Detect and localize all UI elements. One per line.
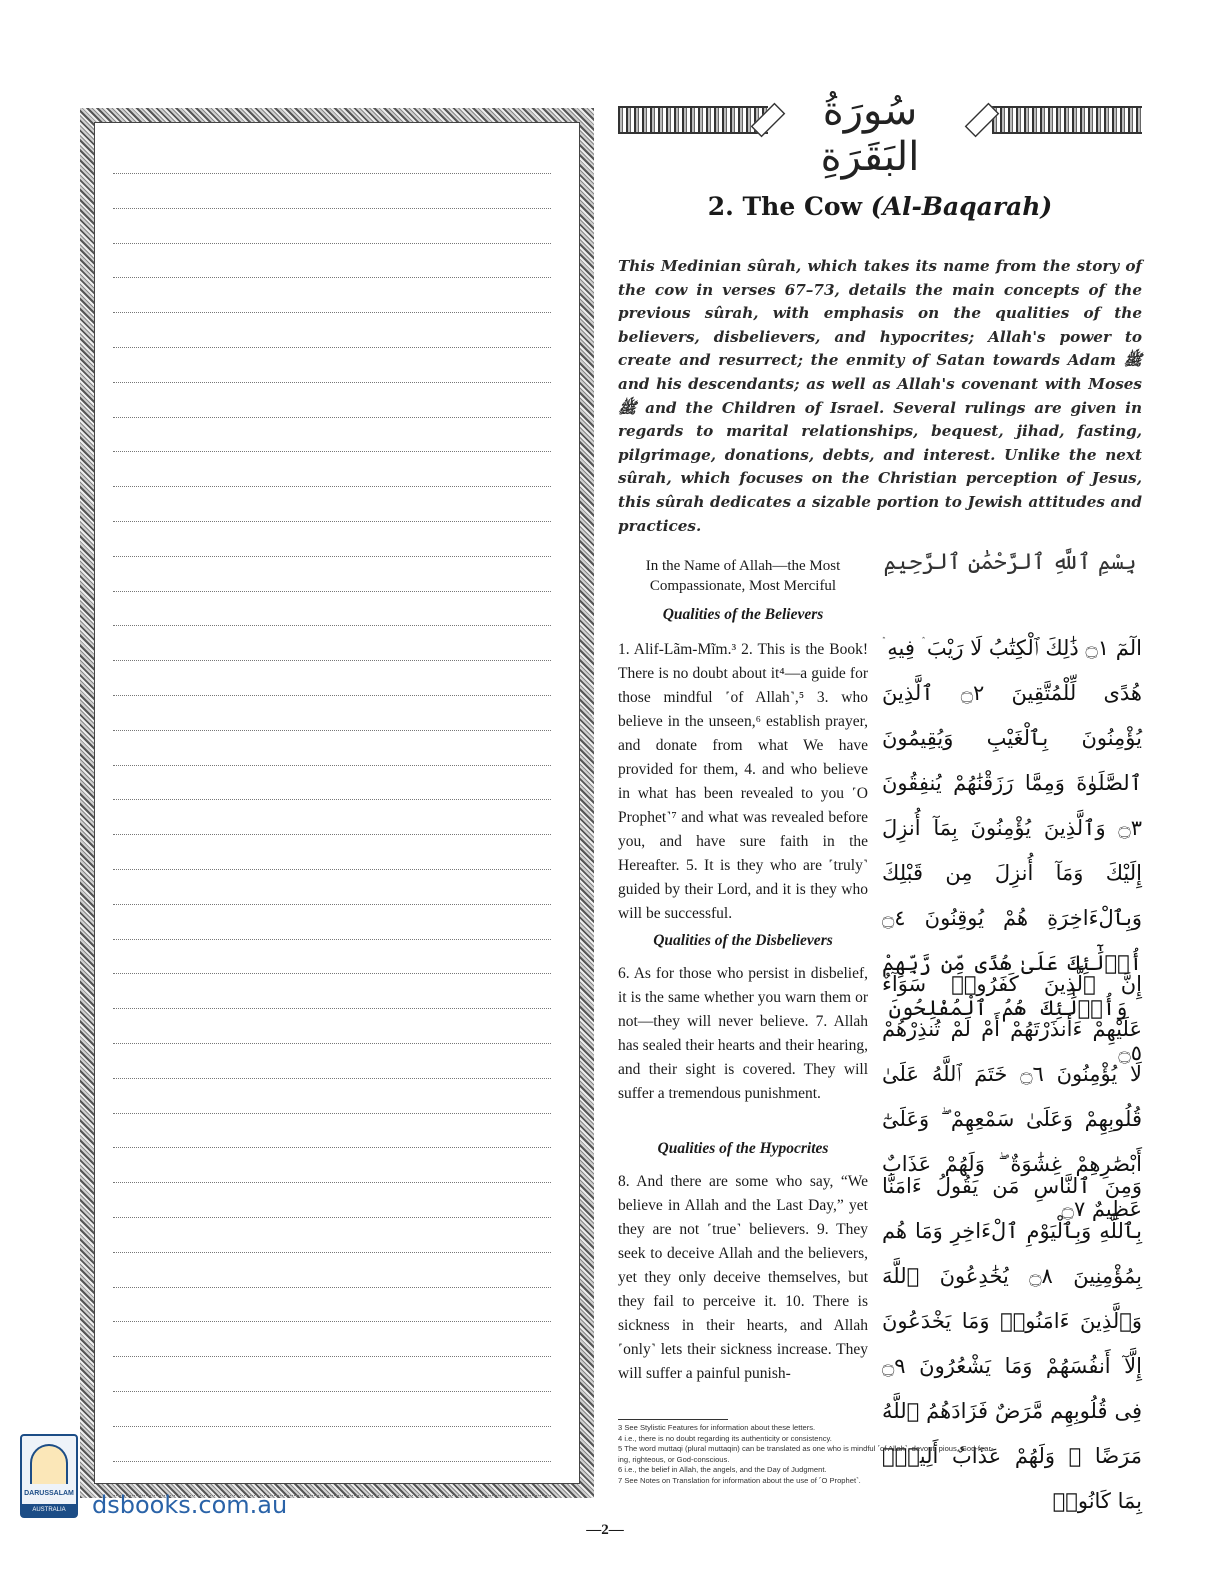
note-line: [113, 834, 551, 835]
note-line: [113, 1321, 551, 1322]
note-line: [113, 1356, 551, 1357]
note-line: [113, 1113, 551, 1114]
footnote-rule: [618, 1419, 728, 1420]
bismillah-english: In the Name of Allah—the Most Compassionate, Most Merciful: [645, 558, 841, 594]
website-link[interactable]: dsbooks.com.au: [92, 1491, 288, 1519]
notes-frame: [80, 108, 594, 1498]
page-number: —2—: [586, 1522, 624, 1538]
footnote-7: 7 See Notes on Translation for information about the use of ˹O Prophet˺.: [618, 1475, 861, 1485]
dome-icon: [30, 1444, 68, 1484]
note-line: [113, 1043, 551, 1044]
note-line: [113, 939, 551, 940]
note-line: [113, 1426, 551, 1427]
heading-main: 2. The Cow: [707, 192, 871, 221]
footnote-5: 5 The word muttaqi (plural muttaqin) can be translated as one who is mindful ˹of Allah˺, devout, pious, God-fear-: [618, 1444, 994, 1454]
note-line: [113, 660, 551, 661]
note-line: [113, 695, 551, 696]
arabic-surah-title: سُورَةُ البَقَرَةِ: [820, 88, 920, 180]
footnote-4: 4 i.e., there is no doubt regarding its authenticity or consistency.: [618, 1433, 832, 1443]
note-line: [113, 1287, 551, 1288]
note-line: [113, 1147, 551, 1148]
surah-heading: [620, 192, 1140, 221]
translation-disbelievers: 6. As for those who persist in disbelief, it is the same whether you warn them or not—they will never believe. 7. Allah has sealed their hearts and their hearing, and their sight is covered. They will suffer a tremendous punishment.: [618, 965, 868, 1102]
heading-italic: (Al-Baqarah): [870, 192, 1053, 221]
arabic-hypocrites: وَمِنَ ٱلنَّاسِ مَن يَقُولُ ءَامَنَّا بِٱللَّهِ وَبِٱلْيَوْمِ ٱلْءَاخِرِ وَمَا هُم بِمُؤْمِنِينَ ۝٨ يُخَٰدِعُونَ ٱللَّهَ وَٱلَّذِينَ ءَامَنُوا۟ وَمَا يَخْدَعُونَ إِلَّآ أَنفُسَهُمْ وَمَا يَشْعُرُونَ ۝٩ فِى قُلُوبِهِم مَّرَضٌ فَزَادَهُمُ ٱللَّهُ مَرَضًا ۖ وَلَهُمْ عَذَابٌ أَلِيمٌۢ بِمَا كَانُوا۟: [882, 1174, 1142, 1513]
footnote-3: 3 See Stylistic Features for information about these letters.: [618, 1423, 816, 1432]
translation-believers: 1. Alif-Lãm-Mĩm.³ 2. This is the Book! There is no doubt about it⁴—a guide for those mindful ˹of Allah˺,⁵ 3. who believe in the unseen,⁶ establish prayer, and donate from what We have provided for them, 4. and who believe in what has been revealed to you ˹O Prophet˺⁷ and what was revealed before you, and have sure faith in the Hereafter. 5. It is they who are ˹truly˺ guided by their Lord, and it is they who will be successful.: [618, 641, 868, 922]
section-title-disbelievers: Qualities of the Disbelievers: [653, 932, 833, 949]
note-line: [113, 382, 551, 383]
note-line: [113, 173, 551, 174]
footnotes: [618, 1423, 1142, 1487]
logo-brand-text: DARUSSALAM: [24, 1490, 74, 1497]
arabic-believers: الٓمٓ ۝١ ذَٰلِكَ ٱلْكِتَٰبُ لَا رَيْبَ ۛ فِيهِ ۛ هُدًى لِّلْمُتَّقِينَ ۝٢ ٱلَّذِينَ يُؤْمِنُونَ بِٱلْغَيْبِ وَيُقِيمُونَ ٱلصَّلَوٰةَ وَمِمَّا رَزَقْنَٰهُمْ يُنفِقُونَ ۝٣ وَٱلَّذِينَ يُؤْمِنُونَ بِمَآ أُنزِلَ إِلَيْكَ وَمَآ أُنزِلَ مِن قَبْلِكَ وَبِٱلْءَاخِرَةِ هُمْ يُوقِنُونَ ۝٤ أُو۟لَٰٓئِكَ عَلَىٰ هُدًى مِّن رَّبِّهِمْ ۖ وَأُو۟لَٰٓئِكَ هُمُ ٱلْمُفْلِحُونَ ۝٥: [882, 636, 1142, 1065]
note-line: [113, 765, 551, 766]
note-line: [113, 973, 551, 974]
note-line: [113, 347, 551, 348]
note-line: [113, 208, 551, 209]
note-line: [113, 1461, 551, 1462]
note-line: [113, 904, 551, 905]
footnote-6: 6 i.e., the belief in Allah, the angels, and the Day of Judgment.: [618, 1465, 827, 1475]
note-line: [113, 591, 551, 592]
note-line: [113, 243, 551, 244]
note-line: [113, 730, 551, 731]
note-line: [113, 799, 551, 800]
note-line: [113, 417, 551, 418]
left-ornament-band: [618, 106, 768, 134]
note-line: [113, 451, 551, 452]
note-line: [113, 1008, 551, 1009]
note-line: [113, 486, 551, 487]
arabic-disbelievers: إِنَّ ٱلَّذِينَ كَفَرُوا۟ سَوَآءٌ عَلَيْهِمْ ءَأَنذَرْتَهُمْ أَمْ لَمْ تُنذِرْهُمْ لَا يُؤْمِنُونَ ۝٦ خَتَمَ ٱللَّهُ عَلَىٰ قُلُوبِهِمْ وَعَلَىٰ سَمْعِهِمْ ۖ وَعَلَىٰٓ أَبْصَٰرِهِمْ غِشَٰوَةٌ ۖ وَلَهُمْ عَذَابٌ عَظِيمٌ ۝٧: [882, 972, 1142, 1221]
darussalam-logo[interactable]: [20, 1434, 78, 1518]
note-line: [113, 869, 551, 870]
note-line: [113, 1182, 551, 1183]
note-line: [113, 521, 551, 522]
note-line: [113, 1391, 551, 1392]
note-line: [113, 1078, 551, 1079]
note-line: [113, 1252, 551, 1253]
section-title-believers: Qualities of the Believers: [662, 606, 824, 623]
note-line: [113, 312, 551, 313]
bismillah-arabic: بِسْمِ ٱللَّهِ ٱلرَّحْمَٰنِ ٱلرَّحِيمِ: [883, 550, 1137, 575]
footnote-5-continued: ing, righteous, or God-conscious.: [618, 1454, 730, 1464]
right-ornament-band: [992, 106, 1142, 134]
note-line: [113, 1217, 551, 1218]
translation-hypocrites: 8. And there are some who say, “We believe in Allah and the Last Day,” yet they are not ˹true˺ believers. 9. They seek to deceive Allah and the believers, yet they only deceive themselves, but they fail to perceive it. 10. There is sickness in their hearts, and Allah ˹only˺ lets their sickness increase. They will suffer a painful punish-: [618, 1173, 868, 1382]
section-title-hypocrites: Qualities of the Hypocrites: [657, 1140, 829, 1157]
logo-region-text: AUSTRALIA: [22, 1504, 76, 1516]
intro-paragraph: This Medinian sûrah, which takes its name from the story of the cow in verses 67–73, details the main concepts of the previous sûrah, with emphasis on the qualities of the believers, disbelievers, and hypocrites; Allah's power to create and resurrect; the enmity of Satan towards Adam ﷺ and his descendants; as well as Allah's covenant with Moses ﷺ and the Children of Israel. Several rulings are given in regards to marital relationships, bequest, jihad, fasting, pilgrimage, donations, debts, and interest. Unlike the next sûrah, which focuses on the Christian perception of Jesus, this sûrah dedicates a sizable portion to Jewish attitudes and practices.: [618, 257, 1142, 535]
notes-area: [94, 122, 580, 1484]
note-line: [113, 277, 551, 278]
note-line: [113, 625, 551, 626]
note-line: [113, 556, 551, 557]
